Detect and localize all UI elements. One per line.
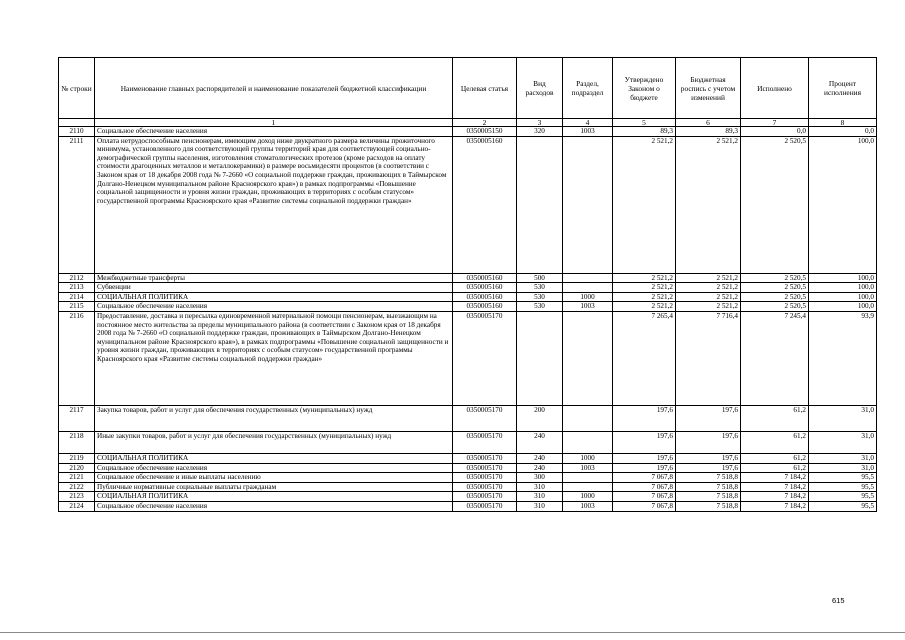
footer-rule (0, 632, 905, 633)
cell-name: Иные закупки товаров, работ и услуг для обеспечения государственных (муниципальных) нужд (95, 431, 453, 453)
cell-approved: 2 521,2 (613, 283, 676, 293)
column-number: 8 (809, 119, 877, 127)
cell-percent: 100,0 (809, 273, 877, 283)
table-row (59, 283, 877, 293)
cell-row-number: 2121 (59, 473, 95, 483)
cell-budget-schedule: 197,6 (676, 405, 741, 431)
cell-expense-type (517, 136, 563, 273)
table-row (59, 482, 877, 492)
cell-expense-type: 500 (517, 273, 563, 283)
cell-approved: 7 265,4 (613, 311, 676, 405)
column-number: 2 (453, 119, 517, 127)
cell-row-number: 2111 (59, 136, 95, 273)
cell-executed: 2 520,5 (741, 302, 809, 312)
cell-percent: 31,0 (809, 453, 877, 463)
cell-executed: 2 520,5 (741, 292, 809, 302)
table-row (59, 273, 877, 283)
cell-budget-schedule: 197,6 (676, 463, 741, 473)
page-number: 615 (832, 596, 845, 605)
cell-executed: 7 184,2 (741, 473, 809, 483)
cell-expense-type: 300 (517, 473, 563, 483)
cell-percent: 93,9 (809, 311, 877, 405)
column-number: 6 (676, 119, 741, 127)
cell-target-article: 0350005170 (453, 431, 517, 453)
cell-executed: 61,2 (741, 431, 809, 453)
cell-section (563, 482, 613, 492)
cell-section: 1003 (563, 302, 613, 312)
header-row (59, 58, 877, 119)
cell-name: Социальное обеспечение и иные выплаты населению (95, 473, 453, 483)
table-row (59, 473, 877, 483)
cell-budget-schedule: 2 521,2 (676, 283, 741, 293)
cell-expense-type: 530 (517, 283, 563, 293)
column-number: 5 (613, 119, 676, 127)
cell-approved: 2 521,2 (613, 273, 676, 283)
cell-section (563, 273, 613, 283)
header-executed: Исполнено (741, 58, 809, 119)
cell-percent: 31,0 (809, 463, 877, 473)
cell-executed: 61,2 (741, 453, 809, 463)
cell-name: Закупка товаров, работ и услуг для обеспечения государственных (муниципальных) нужд (95, 405, 453, 431)
cell-percent: 95,5 (809, 473, 877, 483)
cell-executed: 7 245,4 (741, 311, 809, 405)
cell-target-article: 0350005170 (453, 453, 517, 463)
cell-section (563, 405, 613, 431)
cell-expense-type: 310 (517, 482, 563, 492)
header-percent: Процент исполнения (809, 58, 877, 119)
cell-section: 1000 (563, 292, 613, 302)
table-body (59, 127, 877, 512)
cell-percent: 95,5 (809, 501, 877, 511)
cell-budget-schedule: 89,3 (676, 127, 741, 137)
cell-row-number: 2110 (59, 127, 95, 137)
cell-target-article: 0350005150 (453, 127, 517, 137)
table-row (59, 501, 877, 511)
cell-section: 1003 (563, 501, 613, 511)
cell-approved: 197,6 (613, 453, 676, 463)
cell-budget-schedule: 7 518,8 (676, 482, 741, 492)
cell-percent: 100,0 (809, 292, 877, 302)
cell-executed: 2 520,5 (741, 283, 809, 293)
cell-section: 1000 (563, 492, 613, 502)
cell-approved: 2 521,2 (613, 292, 676, 302)
cell-executed: 7 184,2 (741, 501, 809, 511)
cell-target-article: 0350005170 (453, 501, 517, 511)
cell-approved: 197,6 (613, 405, 676, 431)
cell-approved: 2 521,2 (613, 136, 676, 273)
cell-row-number: 2123 (59, 492, 95, 502)
cell-budget-schedule: 2 521,2 (676, 302, 741, 312)
table-row (59, 311, 877, 405)
cell-name: Предоставление, доставка и пересылка единовременной материальной помощи пенсионерам, выезжающим на постоянное место жительства за пределы муниципального района (в соответствии с Законом края от 18 декабря 2008 года № 7-2660 «О социальной поддержке граждан, проживающих в Таймырском Долгано-Ненецком муниципальном районе Красноярского края»), в рамках подпрограммы «Повышение социальной защищенности и уровня жизни граждан, проживающих в территориях с особым статусом» государственной программы Красноярского края «Развитие системы социальной поддержки граждан» (95, 311, 453, 405)
cell-executed: 61,2 (741, 463, 809, 473)
header-budget-schedule: Бюджетная роспись с учетом изменений (676, 58, 741, 119)
cell-section (563, 283, 613, 293)
cell-target-article: 0350005170 (453, 482, 517, 492)
table-row (59, 453, 877, 463)
cell-section (563, 311, 613, 405)
cell-budget-schedule: 197,6 (676, 453, 741, 463)
cell-row-number: 2114 (59, 292, 95, 302)
cell-budget-schedule: 7 518,8 (676, 492, 741, 502)
cell-name: Оплата нетрудоспособным пенсионерам, имеющим доход ниже двукратного размера величины прожиточного минимума, установленного для соответствующей группы территорий края для соответствующей социально-демографической группы населения, изготовления стоматологических протезов (кроме расходов на оплату стоимости драгоценных металлов и металлокерамики) в размере восьмидесяти процентов (в соответствии с Законом края от 18 декабря 2008 года № 7-2660 «О социальной поддержке граждан, проживающих в Таймырском Долгано-Ненецком муниципальном районе Красноярского края») в рамках подпрограммы «Повышение социальной защищенности и уровня жизни граждан, проживающих в территориях с особым статусом» государственной программы Красноярского края «Развитие системы социальной поддержки граждан» (95, 136, 453, 273)
table-row (59, 302, 877, 312)
cell-percent: 0,0 (809, 127, 877, 137)
cell-section: 1003 (563, 463, 613, 473)
cell-section (563, 431, 613, 453)
cell-budget-schedule: 7 518,8 (676, 501, 741, 511)
budget-execution-table (58, 57, 877, 512)
cell-approved: 7 067,8 (613, 501, 676, 511)
cell-name: Социальное обеспечение населения (95, 302, 453, 312)
cell-percent: 100,0 (809, 136, 877, 273)
cell-name: СОЦИАЛЬНАЯ ПОЛИТИКА (95, 292, 453, 302)
cell-row-number: 2118 (59, 431, 95, 453)
cell-target-article: 0350005170 (453, 311, 517, 405)
cell-name: Публичные нормативные социальные выплаты гражданам (95, 482, 453, 492)
cell-name: Субвенции (95, 283, 453, 293)
cell-expense-type: 240 (517, 431, 563, 453)
cell-section (563, 473, 613, 483)
cell-approved: 89,3 (613, 127, 676, 137)
cell-executed: 2 520,5 (741, 273, 809, 283)
cell-percent: 100,0 (809, 283, 877, 293)
cell-row-number: 2112 (59, 273, 95, 283)
cell-name: СОЦИАЛЬНАЯ ПОЛИТИКА (95, 453, 453, 463)
cell-target-article: 0350005160 (453, 302, 517, 312)
cell-target-article: 0350005160 (453, 273, 517, 283)
budget-table-container (58, 57, 876, 512)
table-row (59, 431, 877, 453)
cell-row-number: 2120 (59, 463, 95, 473)
cell-target-article: 0350005170 (453, 405, 517, 431)
cell-name: СОЦИАЛЬНАЯ ПОЛИТИКА (95, 492, 453, 502)
cell-expense-type: 530 (517, 292, 563, 302)
table-row (59, 405, 877, 431)
cell-target-article: 0350005160 (453, 292, 517, 302)
cell-approved: 197,6 (613, 431, 676, 453)
cell-name: Социальное обеспечение населения (95, 127, 453, 137)
column-number: 4 (563, 119, 613, 127)
cell-target-article: 0350005160 (453, 283, 517, 293)
cell-expense-type: 310 (517, 501, 563, 511)
cell-percent: 95,5 (809, 492, 877, 502)
cell-executed: 0,0 (741, 127, 809, 137)
cell-row-number: 2124 (59, 501, 95, 511)
cell-budget-schedule: 7 716,4 (676, 311, 741, 405)
column-number: 1 (95, 119, 453, 127)
cell-executed: 7 184,2 (741, 492, 809, 502)
cell-expense-type: 200 (517, 405, 563, 431)
cell-expense-type: 530 (517, 302, 563, 312)
column-number-row (59, 119, 877, 127)
header-row-number: № строки (59, 58, 95, 119)
cell-name: Межбюджетные трансферты (95, 273, 453, 283)
cell-budget-schedule: 2 521,2 (676, 273, 741, 283)
cell-approved: 7 067,8 (613, 473, 676, 483)
cell-target-article: 0350005170 (453, 463, 517, 473)
cell-budget-schedule: 2 521,2 (676, 136, 741, 273)
cell-expense-type: 240 (517, 463, 563, 473)
column-number (59, 119, 95, 127)
table-row (59, 292, 877, 302)
cell-row-number: 2113 (59, 283, 95, 293)
cell-budget-schedule: 7 518,8 (676, 473, 741, 483)
cell-expense-type: 240 (517, 453, 563, 463)
header-approved: Утверждено Законом о бюджете (613, 58, 676, 119)
cell-approved: 7 067,8 (613, 482, 676, 492)
table-row (59, 136, 877, 273)
cell-name: Социальное обеспечение населения (95, 501, 453, 511)
cell-approved: 7 067,8 (613, 492, 676, 502)
cell-executed: 2 520,5 (741, 136, 809, 273)
cell-expense-type: 320 (517, 127, 563, 137)
cell-expense-type: 310 (517, 492, 563, 502)
cell-target-article: 0350005170 (453, 492, 517, 502)
cell-expense-type (517, 311, 563, 405)
cell-row-number: 2119 (59, 453, 95, 463)
cell-target-article: 0350005170 (453, 473, 517, 483)
table-row (59, 492, 877, 502)
table-row (59, 127, 877, 137)
cell-section (563, 136, 613, 273)
cell-executed: 61,2 (741, 405, 809, 431)
cell-budget-schedule: 197,6 (676, 431, 741, 453)
cell-approved: 2 521,2 (613, 302, 676, 312)
cell-percent: 31,0 (809, 405, 877, 431)
header-expense-type: Вид расходов (517, 58, 563, 119)
table-row (59, 463, 877, 473)
column-number: 3 (517, 119, 563, 127)
cell-section: 1003 (563, 127, 613, 137)
cell-budget-schedule: 2 521,2 (676, 292, 741, 302)
cell-row-number: 2117 (59, 405, 95, 431)
column-number: 7 (741, 119, 809, 127)
cell-row-number: 2122 (59, 482, 95, 492)
cell-executed: 7 184,2 (741, 482, 809, 492)
cell-name: Социальное обеспечение населения (95, 463, 453, 473)
cell-percent: 100,0 (809, 302, 877, 312)
cell-approved: 197,6 (613, 463, 676, 473)
cell-percent: 95,5 (809, 482, 877, 492)
cell-section: 1000 (563, 453, 613, 463)
cell-row-number: 2115 (59, 302, 95, 312)
header-target-article: Целевая статья (453, 58, 517, 119)
header-name: Наименование главных распорядителей и наименование показателей бюджетной классификации (95, 58, 453, 119)
cell-target-article: 0350005160 (453, 136, 517, 273)
header-section: Раздел, подраздел (563, 58, 613, 119)
cell-percent: 31,0 (809, 431, 877, 453)
cell-row-number: 2116 (59, 311, 95, 405)
